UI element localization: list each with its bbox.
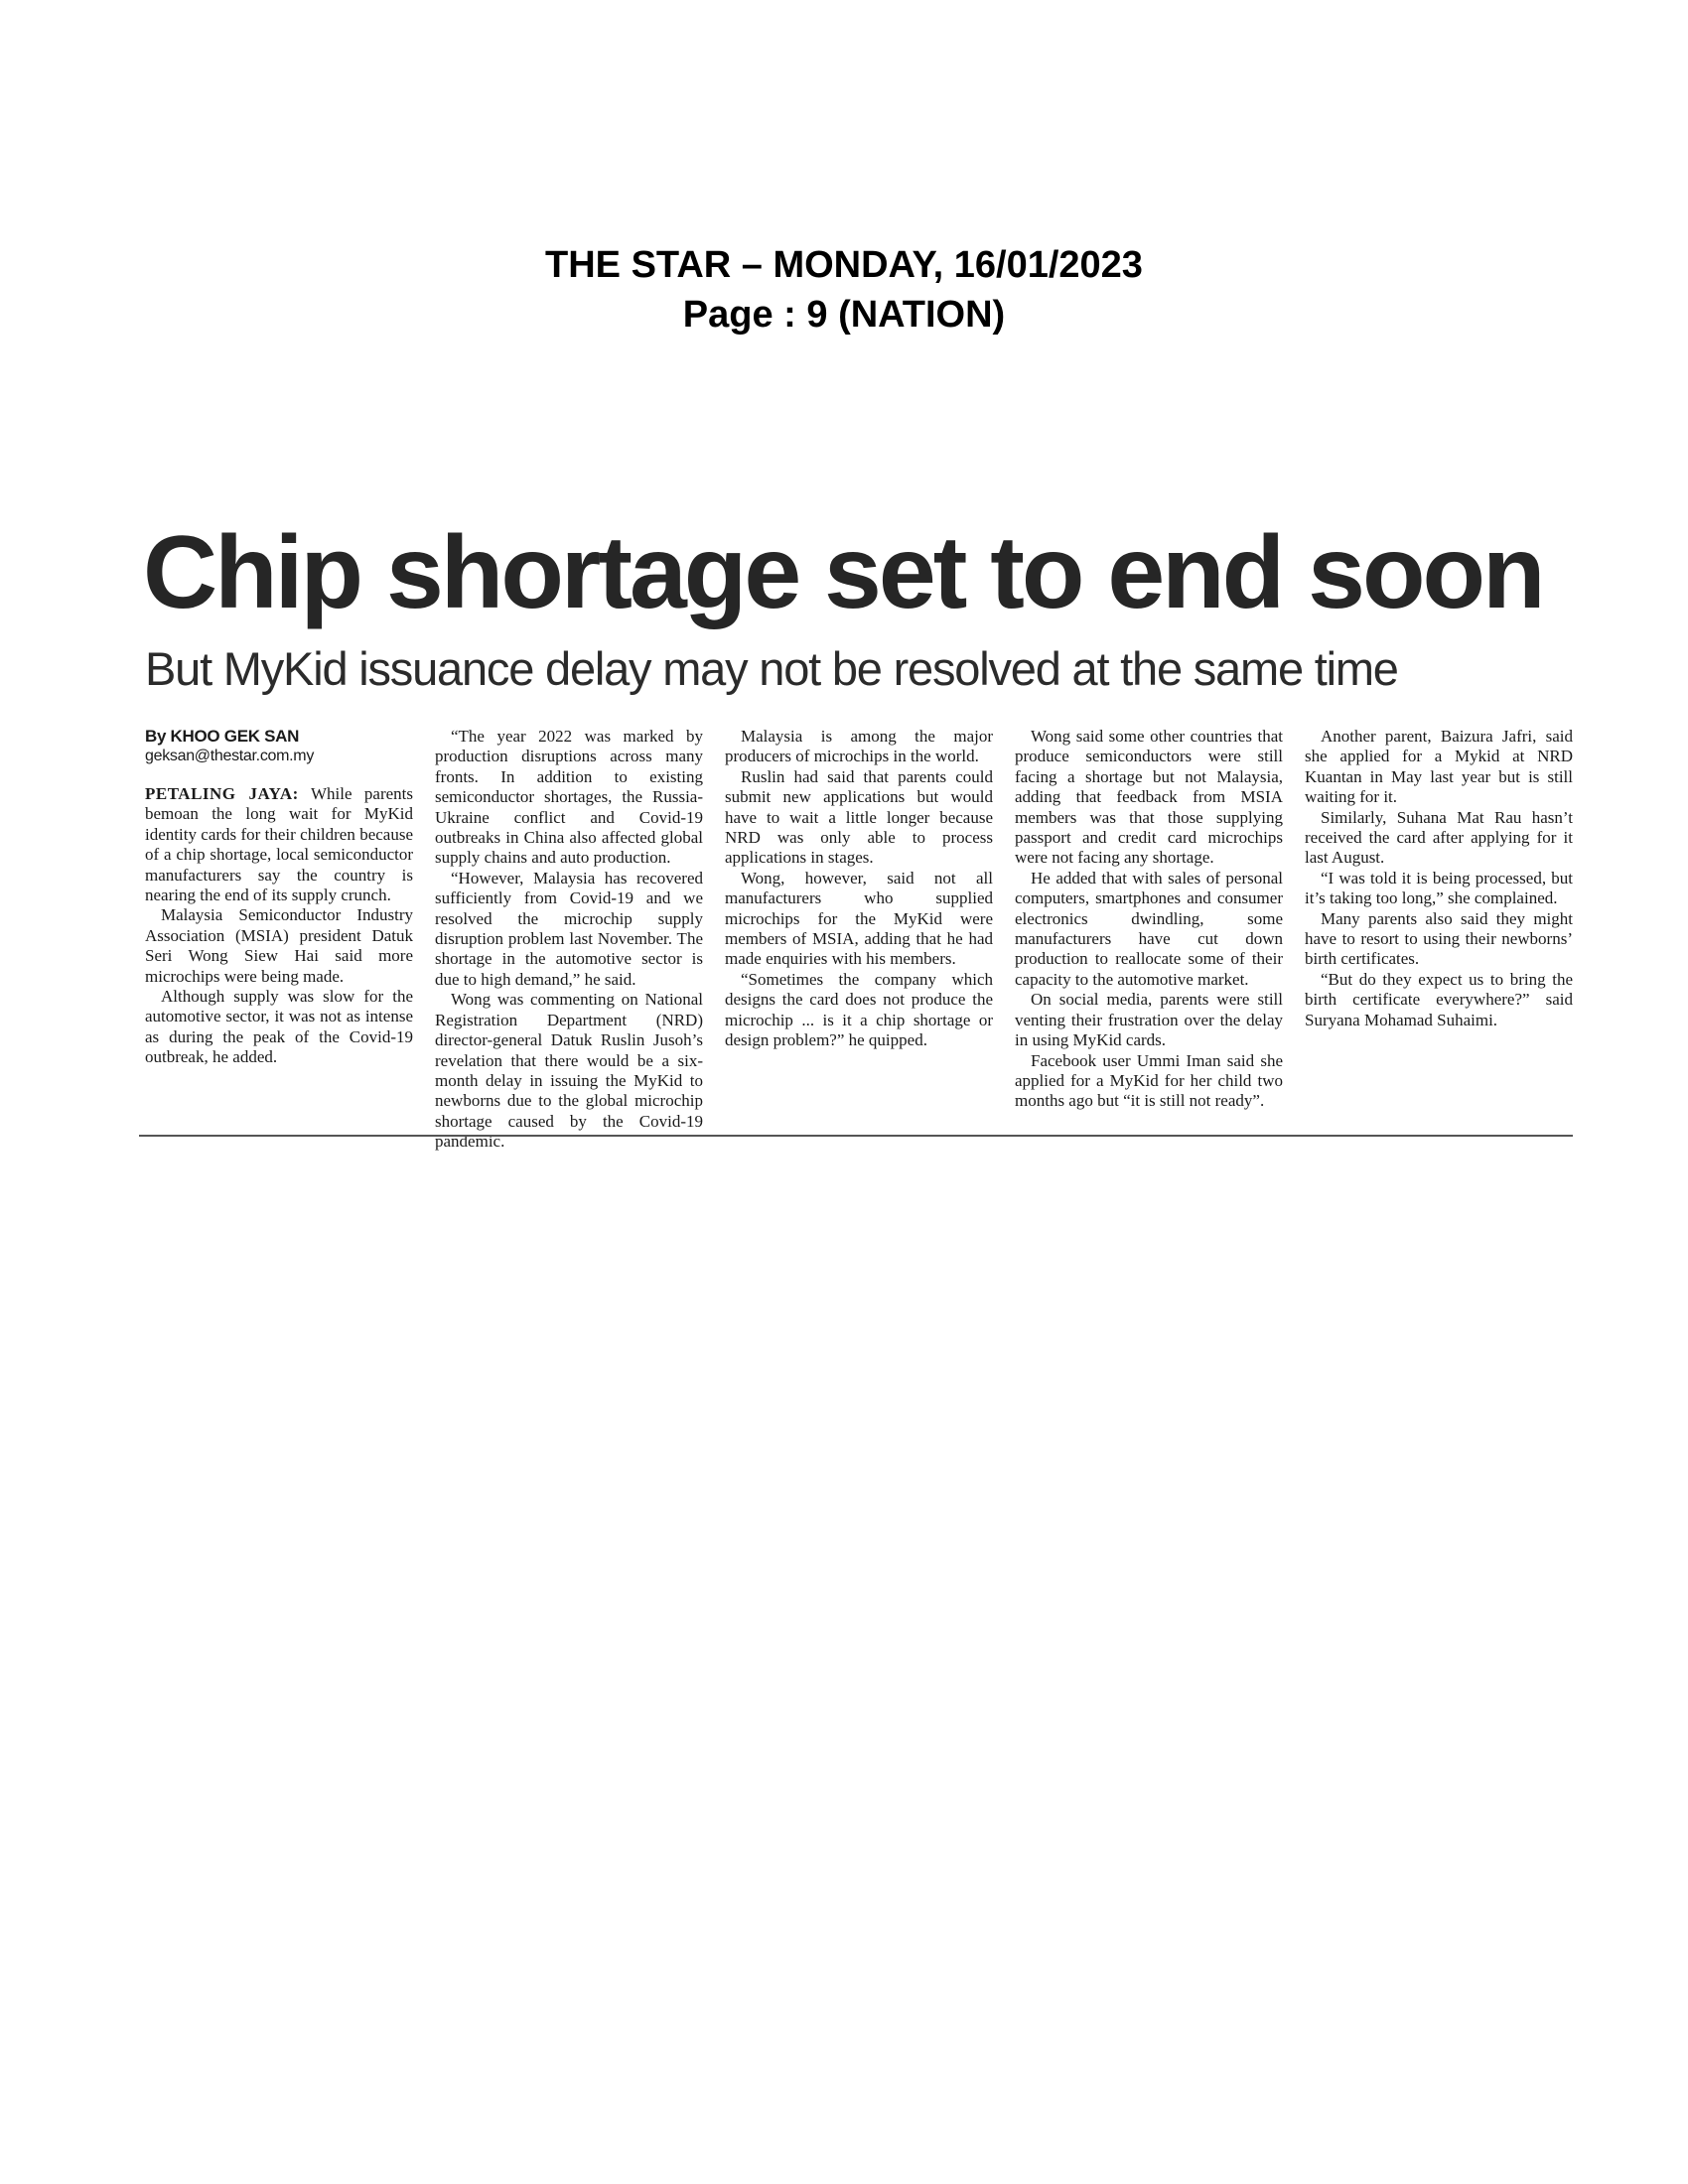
article-paragraph: On social media, parents were still venting their frustration over the delay in using MyKid cards. — [1015, 990, 1283, 1050]
paragraph-text: While parents bemoan the long wait for MyKid identity cards for their children because of a chip shortage, local semiconductor manufacturers say the country is nearing the end of its supply crunch. — [145, 784, 413, 905]
article-paragraph: Many parents also said they might have to resort to using their newborns’ birth certificates. — [1305, 908, 1573, 969]
article-paragraph: Malaysia Semiconductor Industry Association (MSIA) president Datuk Seri Wong Siew Hai said more microchips were being made. — [145, 905, 413, 986]
article-paragraph: “Sometimes the company which designs the card does not produce the microchip ... is it a chip shortage or design problem?” he quipped. — [725, 969, 993, 1050]
article-body — [145, 727, 1573, 1152]
bottom-rule-divider — [139, 1135, 1573, 1137]
article-paragraph: Malaysia is among the major producers of microchips in the world. — [725, 727, 993, 766]
article-column-2 — [435, 727, 703, 1153]
article-paragraph: Wong, however, said not all manufacturers who supplied microchips for the MyKid were members of MSIA, adding that he had made enquiries with his members. — [725, 868, 993, 969]
article-column-1 — [145, 727, 413, 1068]
newspaper-clipping — [139, 511, 1579, 1152]
article-paragraph: Wong said some other countries that produce semiconductors were still facing a shortage but not Malaysia, adding that feedback from MSIA members was that those supplying passport and credit card microchips were not facing any shortage. — [1015, 727, 1283, 868]
author-email: geksan@thestar.com.my — [145, 748, 315, 764]
article-paragraph: Wong was commenting on National Registration Department (NRD) director-general Datuk Ruslin Jusoh’s revelation that there would be a six-month delay in issuing the MyKid to newborns due to the global microchip shortage caused by the Covid-19 pandemic. — [435, 990, 703, 1152]
article-paragraph: Another parent, Baizura Jafri, said she applied for a Mykid at NRD Kuantan in May last year but is still waiting for it. — [1305, 727, 1573, 807]
author-byline: By KHOO GEK SAN — [145, 727, 300, 746]
article-paragraph: “But do they expect us to bring the birth certificate everywhere?” said Suryana Mohamad Suhaimi. — [1305, 969, 1573, 1029]
article-paragraph: Similarly, Suhana Mat Rau hasn’t received the card after applying for it last August. — [1305, 807, 1573, 868]
article-paragraph — [145, 784, 413, 905]
article-headline: Chip shortage set to end soon — [143, 515, 1543, 630]
article-paragraph: Ruslin had said that parents could submit new applications but would have to wait a little longer because NRD was only able to process applications in stages. — [725, 766, 993, 868]
article-paragraph: “I was told it is being processed, but it’s taking too long,” she complained. — [1305, 868, 1573, 908]
article-column-3 — [725, 727, 993, 1051]
article-column-5 — [1305, 727, 1573, 1030]
article-paragraph: Although supply was slow for the automotive sector, it was not as intense as during the peak of the Covid-19 outbreak, he added. — [145, 987, 413, 1067]
article-paragraph: “The year 2022 was marked by production disruptions across many fronts. In addition to existing semiconductor shortages, the Russia-Ukraine conflict and Covid-19 outbreaks in China also affected global supply chains and auto production. — [435, 727, 703, 868]
article-column-4 — [1015, 727, 1283, 1112]
clipping-source-date: THE STAR – MONDAY, 16/01/2023 — [545, 244, 1143, 286]
article-paragraph: He added that with sales of personal computers, smartphones and consumer electronics dwindling, some manufacturers have cut down production to reallocate some of their capacity to the automotive market. — [1015, 868, 1283, 989]
article-paragraph: Facebook user Ummi Iman said she applied for a MyKid for her child two months ago but “it is still not ready”. — [1015, 1050, 1283, 1111]
dateline: PETALING JAYA: — [145, 784, 299, 803]
article-paragraph: “However, Malaysia has recovered sufficiently from Covid-19 and we resolved the microchip supply disruption problem last November. The shortage in the automotive sector is due to high demand,” he said. — [435, 868, 703, 989]
clipping-page-section: Page : 9 (NATION) — [682, 294, 1006, 336]
article-subheadline: But MyKid issuance delay may not be resolved at the same time — [145, 642, 1398, 695]
